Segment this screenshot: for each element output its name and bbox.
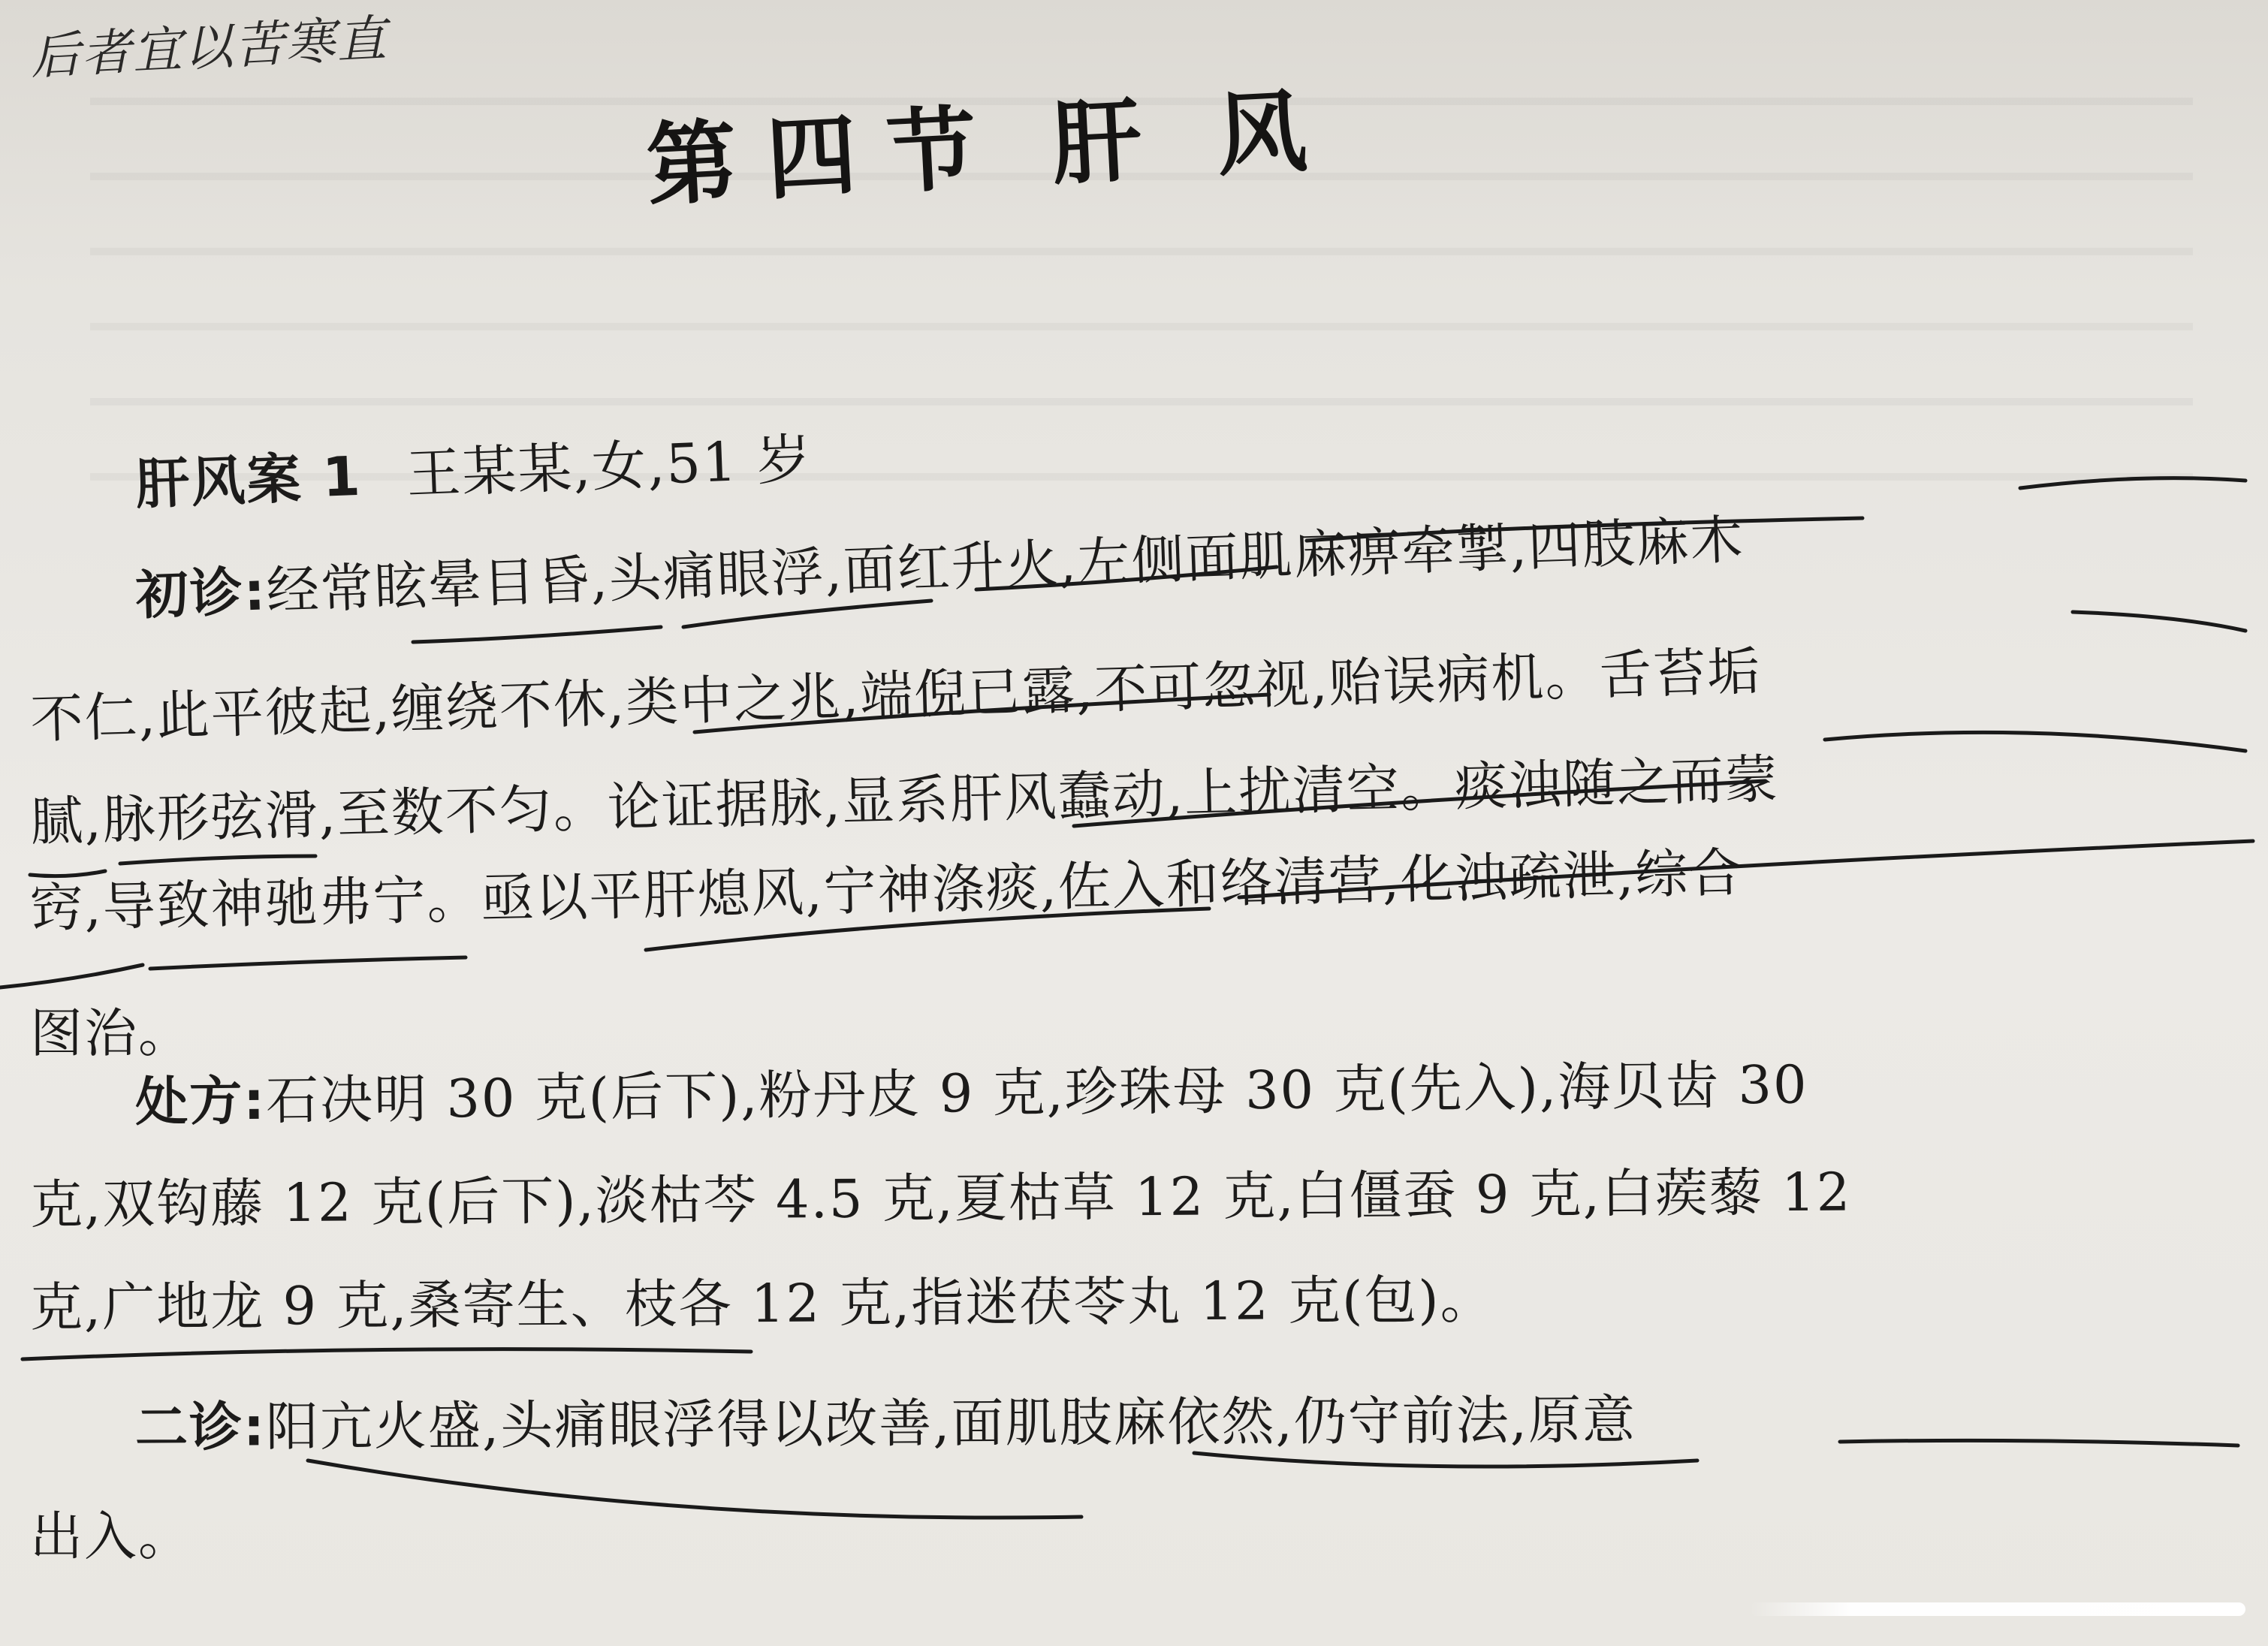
first-visit-line-2: 不仁,此平彼起,缠绕不休,类中之兆,端倪已露,不可忽视,贻误病机。舌苔垢: [29, 640, 1763, 751]
prescription-line-2: 克,双钩藤 12 克(后下),淡枯芩 4.5 克,夏枯草 12 克,白僵蚕 9 克,白蒺藜 12: [29, 1161, 1852, 1236]
underline-orifice: [0, 965, 143, 987]
prescription-text: 石决明 30 克(后下),粉丹皮 9 克,珍珠母 30 克(先入),海贝齿 30: [265, 1054, 1808, 1132]
underline-yang-hyperactive: [308, 1461, 1081, 1518]
patient-info: 王某某,女,51 岁: [405, 427, 813, 506]
second-visit-label: 二诊:: [134, 1396, 267, 1459]
previous-section-fragment: 后者宜以苦寒直: [29, 9, 390, 86]
underline-prescription-row: [23, 1349, 751, 1359]
underline-keep-method: [1840, 1440, 2238, 1446]
underline-phlegm: [1825, 732, 2245, 751]
first-visit-line-3: 腻,脉形弦滑,至数不匀。论证据脉,显系肝风蠢动,上扰清空。痰浊随之而蒙: [29, 748, 1780, 853]
first-visit-text: 经常眩晕目昏,头痛眼浮,面红升火,左侧面肌麻痹牵掣,四肢麻木: [265, 508, 1745, 623]
section-number: 第四节: [644, 94, 1010, 219]
prescription-line-3: 克,广地龙 9 克,桑寄生、枝各 12 克,指迷茯苓丸 12 克(包)。: [29, 1268, 1494, 1339]
underline-restlessness: [150, 957, 466, 969]
second-visit-line-1: [135, 1378, 1637, 1461]
second-visit-text: 阳亢火盛,头痛眼浮得以改善,面肌肢麻依然,仍守前法,原意: [265, 1388, 1637, 1458]
section-title-char-1: 肝: [1048, 86, 1175, 198]
underline-tongue-coating: [2073, 612, 2245, 631]
first-visit-line-4: 窍,导致神驰弗宁。亟以平肝熄风,宁神涤痰,佐入和络清营,化浊疏泄,综合: [29, 842, 1744, 939]
light-glare: [1750, 1602, 2245, 1616]
first-visit-line-5: 图治。: [30, 1002, 192, 1064]
underline-dizziness: [413, 627, 661, 642]
first-visit-label: 初诊:: [134, 560, 268, 627]
section-title-char-2: 风: [1214, 77, 1340, 189]
second-visit-line-2: 出入。: [30, 1506, 192, 1567]
case-label: 肝风案 1: [134, 444, 363, 517]
prescription-line-1: [135, 1042, 1808, 1135]
prescription-label: 处方:: [134, 1069, 267, 1133]
